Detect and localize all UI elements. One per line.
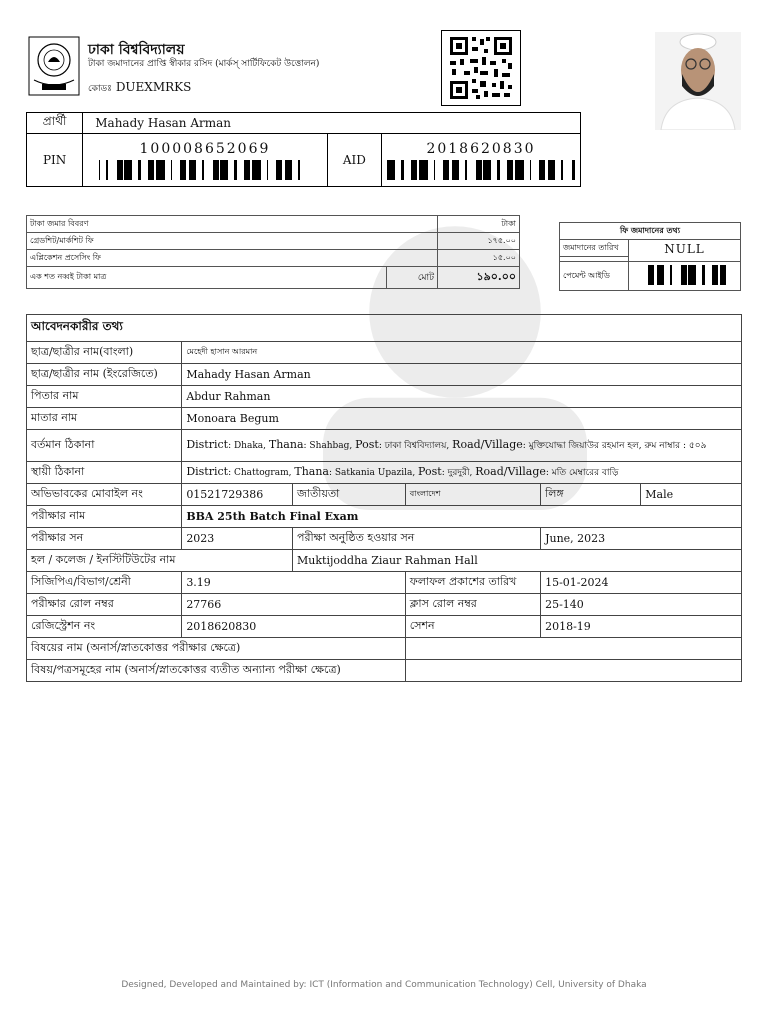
gender-value: Male: [641, 484, 742, 506]
session-label: সেশন: [405, 616, 540, 638]
aid-cell: [382, 134, 581, 187]
father-label: পিতার নাম: [27, 386, 182, 408]
fee-header-left: টাকা জমার বিবরণ: [27, 216, 438, 233]
post-value: : ঢাকা বিশ্ববিদ্যালয়,: [378, 441, 453, 451]
qr-code-icon: [441, 30, 521, 106]
fee-breakdown-table: [26, 215, 520, 289]
name-bn-value: মেহেদী হাসান আরমান: [182, 342, 742, 364]
aid-number: 2018620830: [426, 140, 536, 157]
exam-held-label: পরীক্ষা অনুষ্ঠিত হওয়ার সন: [293, 528, 541, 550]
receipt-subtitle: টাকা জমাদানের প্রাপ্তি স্বীকার রসিদ (মার্কস্ সার্টিফিকেট উত্তোলন): [88, 59, 320, 69]
papers-label: বিষয়/পত্রসমূহের নাম (অনার্স/স্নাতকোত্তর ব্যতীত অন্যান্য পরীক্ষা ক্ষেত্রে): [27, 660, 406, 682]
fee-row-amount: ১৭৫.০০: [438, 233, 520, 250]
code-line: [88, 80, 191, 96]
code-label: কোডঃ: [88, 84, 112, 94]
road-key: Road/Village: [475, 465, 546, 478]
applicant-info-table: [26, 314, 742, 682]
fee-total: ১৯০.০০: [438, 267, 520, 289]
pin-cell: [83, 134, 327, 187]
fee-in-words: এক শত নব্বই টাকা মাত্র: [27, 267, 387, 289]
road-value: : মতি মেম্বারের বাড়ি: [545, 468, 619, 478]
code-value: DUEXMRKS: [115, 80, 192, 94]
road-value: : মুক্তিযোদ্ধা জিয়াউর রহমান হল, রুম নাম্বার : ৫০৯: [522, 441, 707, 451]
applicant-label: প্রার্থী: [27, 113, 83, 134]
road-key: Road/Village: [452, 438, 523, 451]
class-roll-value: 25-140: [541, 594, 742, 616]
payment-date-label: জমাদানের তারিখ: [560, 240, 629, 257]
cgpa-label: সিজিপিএ/বিভাগ/শ্রেনী: [27, 572, 182, 594]
hall-label: হল / কলেজ / ইনস্টিটিউটের নাম: [27, 550, 293, 572]
guardian-mobile-value: 01521729386: [182, 484, 293, 506]
footer-credit: Designed, Developed and Maintained by: ICT (Information and Communication Technology) Cell, University of Dhaka: [121, 980, 647, 990]
exam-year-label: পরীক্ষার সন: [27, 528, 182, 550]
fee-payment-info-table: [559, 222, 741, 291]
result-date-label: ফলাফল প্রকাশের তারিখ: [405, 572, 540, 594]
post-key: Post: [355, 438, 379, 451]
payment-id-cell: [629, 262, 741, 291]
subject-label: বিষয়ের নাম (অনার্স/স্নাতকোত্তর পরীক্ষার ক্ষেত্রে): [27, 638, 406, 660]
roll-value: 27766: [182, 594, 405, 616]
class-roll-label: ক্লাস রোল নম্বর: [405, 594, 540, 616]
thana-value: : Shahbag,: [303, 441, 356, 451]
payment-date-value: NULL: [629, 240, 741, 262]
pin-label: PIN: [27, 134, 83, 187]
exam-year-value: 2023: [182, 528, 293, 550]
thana-value: : Satkania Upazila,: [328, 468, 419, 478]
present-address-value: [182, 430, 742, 462]
thana-key: Thana: [268, 438, 304, 451]
name-en-value: Mahady Hasan Arman: [182, 364, 742, 386]
permanent-address-label: স্থায়ী ঠিকানা: [27, 462, 182, 484]
exam-name-value: BBA 25th Batch Final Exam: [182, 506, 742, 528]
nationality-value: বাংলাদেশ: [405, 484, 540, 506]
university-seal-icon: [28, 36, 80, 96]
subject-value: [405, 638, 741, 660]
post-key: Post: [418, 465, 442, 478]
applicant-id-table: [26, 112, 581, 187]
pin-barcode: [99, 160, 311, 180]
post-value: : দুরদুরী,: [441, 468, 476, 478]
district-key: District: [186, 438, 229, 451]
permanent-address-value: [182, 462, 742, 484]
aid-label: AID: [327, 134, 381, 187]
district-key: District: [186, 465, 229, 478]
mother-value: Monoara Begum: [182, 408, 742, 430]
result-date-value: 15-01-2024: [541, 572, 742, 594]
hall-value: Muktijoddha Ziaur Rahman Hall: [293, 550, 742, 572]
nationality-label: জাতীয়তা: [293, 484, 406, 506]
roll-label: পরীক্ষার রোল নম্বর: [27, 594, 182, 616]
exam-name-label: পরীক্ষার নাম: [27, 506, 182, 528]
thana-key: Thana: [294, 465, 329, 478]
fee-row-amount: ১৫.০০: [438, 250, 520, 267]
district-value: : Dhaka,: [228, 441, 269, 451]
district-value: : Chattogram,: [228, 468, 295, 478]
fee-row-label: এপ্লিকেশন প্রসেসিং ফি: [27, 250, 438, 267]
registration-label: রেজিস্ট্রেশন নং: [27, 616, 182, 638]
payment-id-label: পেমেন্ট আইডি: [560, 262, 629, 291]
info-title: আবেদনকারীর তথ্য: [27, 315, 742, 342]
cgpa-value: 3.19: [182, 572, 405, 594]
university-name: ঢাকা বিশ্ববিদ্যালয়: [88, 42, 185, 58]
fee-row-label: গ্রেডশিট/মার্কশিট ফি: [27, 233, 438, 250]
fee-header-right: টাকা: [438, 216, 520, 233]
session-value: 2018-19: [541, 616, 742, 638]
papers-value: [405, 660, 741, 682]
exam-held-value: June, 2023: [541, 528, 742, 550]
pin-number: 100008652069: [139, 140, 271, 157]
fee-info-title: ফি জমাদানের তথ্য: [560, 223, 741, 240]
guardian-mobile-label: অভিভাবকের মোবাইল নং: [27, 484, 182, 506]
fee-total-label: মোট: [387, 267, 438, 289]
father-value: Abdur Rahman: [182, 386, 742, 408]
student-photo: [655, 32, 741, 130]
applicant-name: Mahady Hasan Arman: [83, 113, 581, 134]
mother-label: মাতার নাম: [27, 408, 182, 430]
name-bn-label: ছাত্র/ছাত্রীর নাম(বাংলা): [27, 342, 182, 364]
payment-id-barcode: [642, 265, 728, 285]
gender-label: লিঙ্গ: [541, 484, 641, 506]
present-address-label: বর্তমান ঠিকানা: [27, 430, 182, 462]
aid-barcode: [386, 160, 576, 180]
name-en-label: ছাত্র/ছাত্রীর নাম (ইংরেজিতে): [27, 364, 182, 386]
registration-value: 2018620830: [182, 616, 405, 638]
